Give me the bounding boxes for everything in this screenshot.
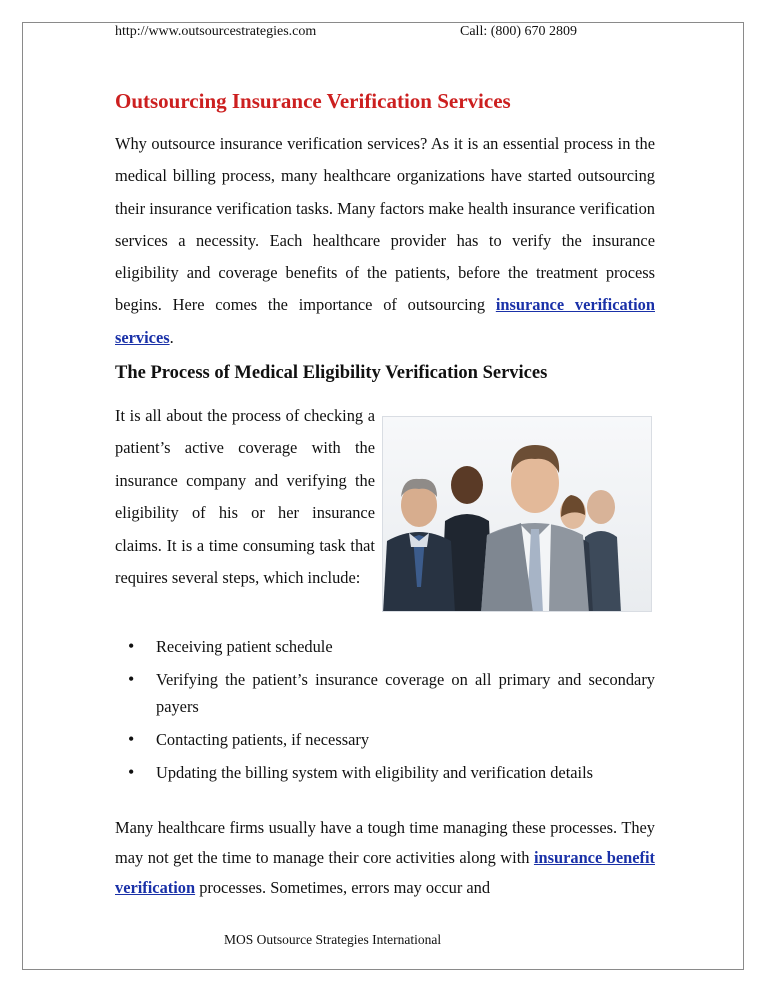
closing-text-end: processes. Sometimes, errors may occur and [195, 878, 491, 897]
section-heading: The Process of Medical Eligibility Verification Services [115, 363, 548, 383]
list-item: • Verifying the patient’s insurance coverage on all primary and secondary payers [115, 666, 655, 720]
insurance-verification-services-link[interactable]: insurance verification services [115, 295, 655, 347]
list-item: • Contacting patients, if necessary [115, 726, 655, 753]
footer-company: MOS Outsource Strategies International [224, 932, 442, 947]
closing-paragraph [115, 813, 655, 903]
process-paragraph: It is all about the process of checking a patient’s active coverage with the insurance company and verifying the eligibility of his or her insurance claims. It is a time consuming task that requires several steps, which include: [115, 406, 375, 588]
header-url: http://www.outsourcestrategies.com [115, 24, 317, 39]
list-item: • Updating the billing system with eligibility and verification details [115, 759, 655, 786]
intro-end: . [169, 327, 174, 347]
closing-text-start: Many healthcare firms usually have a tough time managing these processes. They may not get the time to manage their core activities along with [115, 818, 655, 867]
intro-text: Why outsource insurance verification services? As it is an essential process in the medical billing process, many healthcare organizations have started outsourcing their insurance verification tasks. Many factors make health insurance verification services a necessity. Each healthcare provider has to verify the insurance eligibility and coverage benefits of the patients, before the treatment process begins. Here comes the importance of outsourcing [115, 134, 655, 315]
steps-list [115, 633, 655, 792]
header-phone: Call: (800) 670 2809 [460, 24, 578, 39]
insurance-benefit-verification-link[interactable]: insurance benefit verification [115, 848, 655, 897]
business-team-photo [382, 416, 652, 612]
list-item: • Receiving patient schedule [115, 633, 655, 660]
intro-paragraph [115, 128, 655, 354]
document-title: Outsourcing Insurance Verification Services [115, 89, 511, 113]
